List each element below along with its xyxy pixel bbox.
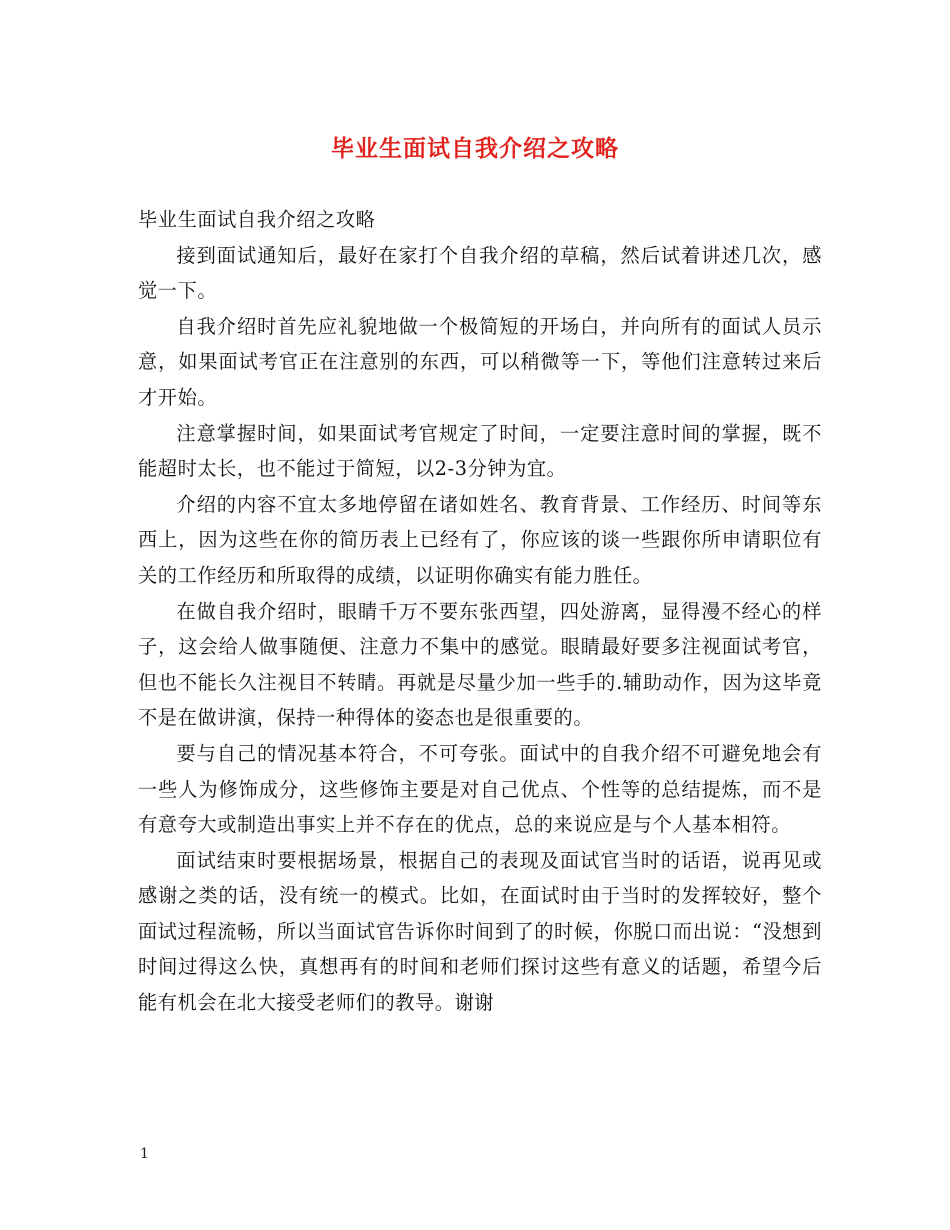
paragraph: 在做自我介绍时，眼睛千万不要东张西望，四处游离，显得漫不经心的样子，这会给人做事随便、注意力不集中的感觉。眼睛最好要多注视面试考官，但也不能长久注视目不转睛。再就是尽量少加一些手的.辅助动作，因为这毕竟不是在做讲演，保持一种得体的姿态也是很重要的。 xyxy=(138,599,822,730)
paragraph: 要与自己的情况基本符合，不可夸张。面试中的自我介绍不可避免地会有一些人为修饰成分，这些修饰主要是对自己优点、个性等的总结提炼，而不是有意夸大或制造出事实上并不存在的优点，总的来说应是与个人基本相符。 xyxy=(138,741,822,837)
document-title: 毕业生面试自我介绍之攻略 xyxy=(331,135,619,162)
document-subtitle: 毕业生面试自我介绍之攻略 xyxy=(138,208,376,231)
paragraph: 注意掌握时间，如果面试考官规定了时间，一定要注意时间的掌握，既不能超时太长，也不能过于简短，以2-3分钟为宜。 xyxy=(138,421,822,481)
paragraph: 面试结束时要根据场景，根据自己的表现及面试官当时的话语，说再见或感谢之类的话，没有统一的模式。比如，在面试时由于当时的发挥较好，整个面试过程流畅，所以当面试官告诉你时间到了的时候，你脱口而出说：“没想到时间过得这么快，真想再有的时间和老师们探讨这些有意义的话题，希望今后能有机会在北大接受老师们的教导。谢谢 xyxy=(138,848,822,1015)
document-body xyxy=(138,202,822,1021)
paragraph: 自我介绍时首先应礼貌地做一个极简短的开场白，并向所有的面试人员示意，如果面试考官正在注意别的东西，可以稍微等一下，等他们注意转过来后才开始。 xyxy=(138,314,822,409)
paragraph: 介绍的内容不宜太多地停留在诸如姓名、教育背景、工作经历、时间等东西上，因为这些在你的简历表上已经有了，你应该的谈一些跟你所申请职位有关的工作经历和所取得的成绩，以证明你确实有能力胜任。 xyxy=(138,492,822,587)
paragraph: 接到面试通知后，最好在家打个自我介绍的草稿，然后试着讲述几次，感觉一下。 xyxy=(138,243,822,303)
page-number: 1 xyxy=(140,1146,149,1162)
